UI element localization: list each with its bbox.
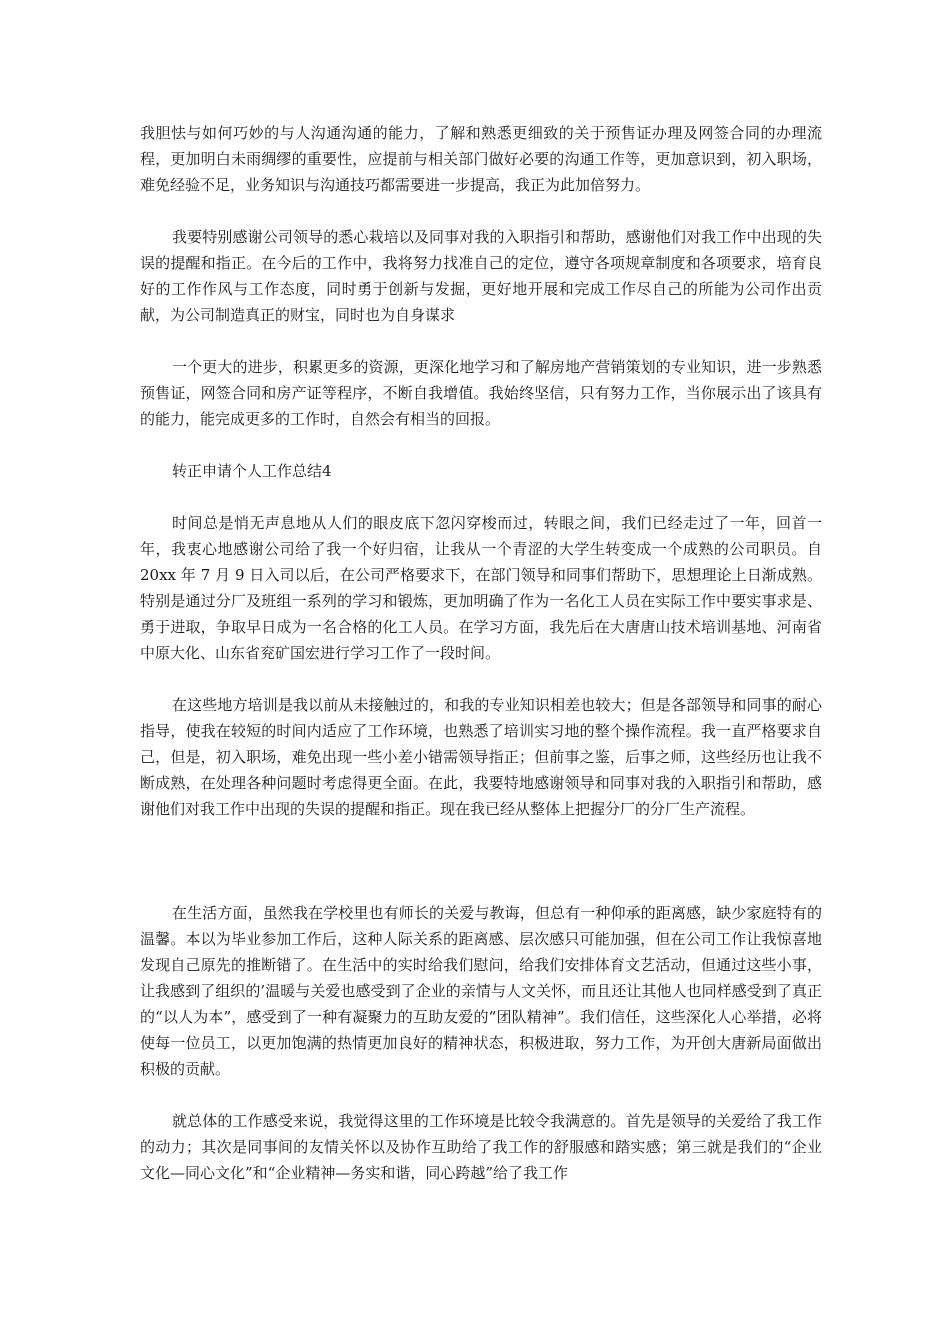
paragraph-7: 就总体的工作感受来说，我觉得这里的工作环境是比较令我满意的。首先是领导的关爱给了我工作的动力；其次是同事间的友情关怀以及协作互助给了我工作的舒服感和踏实感；第三就是我们的“企业文化—同心文化”和“企业精神—务实和谐，同心跨越”给了我工作 [140, 1112, 822, 1182]
paragraph-4: 时间总是悄无声息地从人们的眼皮底下忽闪穿梭而过，转眼之间，我们已经走过了一年，回首一年，我衷心地感谢公司给了我一个好归宿，让我从一个青涩的大学生转变成一个成熟的公司职员。自 20xx 年 7 月 9 日入司以后，在公司严格要求下，在部门领导和同事们帮助下，思想理论上日渐成熟。特别是通过分厂及班组一系列的学习和锻炼，更加明确了作为一名化工人员在实际工作中要实事求是、勇于进取，争取早日成为一名合格的化工人员。在学习方面，我先后在大唐唐山技术培训基地、河南省中原大化、山东省兖矿国宏进行学习工作了一段时间。 [140, 514, 822, 662]
paragraph-5: 在这些地方培训是我以前从未接触过的，和我的专业知识相差也较大；但是各部领导和同事的耐心指导，使我在较短的时间内适应了工作环境，也熟悉了培训实习地的整个操作流程。我一直严格要求自己，但是，初入职场，难免出现一些小差小错需领导指正；但前事之鉴，后事之师，这些经历也让我不断成熟，在处理各种问题时考虑得更全面。在此，我要特地感谢领导和同事对我的入职指引和帮助，感谢他们对我工作中出现的失误的提醒和指正。现在我已经从整体上把握分厂的分厂生产流程。 [140, 696, 822, 818]
paragraph-spacer [140, 666, 822, 692]
paragraph-2: 我要特别感谢公司领导的悉心栽培以及同事对我的入职指引和帮助，感谢他们对我工作中出现的失误的提醒和指正。在今后的工作中，我将努力找准自己的定位，遵守各项规章制度和各项要求，培育良好的工作作风与工作态度，同时勇于创新与发掘，更好地开展和完成工作尽自己的所能为公司作出贡献，为公司制造真正的财宝，同时也为自身谋求 [140, 228, 822, 324]
paragraph-spacer [140, 432, 822, 458]
document-page [140, 120, 822, 1186]
section-heading: 转正申请个人工作总结4 [172, 462, 332, 480]
paragraph-spacer [140, 484, 822, 510]
paragraph-spacer [140, 1082, 822, 1108]
paragraph-spacer [140, 328, 822, 354]
paragraph-spacer [140, 822, 822, 900]
paragraph-3: 一个更大的进步，积累更多的资源，更深化地学习和了解房地产营销策划的专业知识，进一步熟悉预售证，网签合同和房产证等程序，不断自我增值。我始终坚信，只有努力工作，当你展示出了该具有的能力，能完成更多的工作时，自然会有相当的回报。 [140, 358, 822, 428]
paragraph-spacer [140, 198, 822, 224]
paragraph-1: 我胆怯与如何巧妙的与人沟通沟通的能力，了解和熟悉更细致的关于预售证办理及网签合同的办理流程，更加明白未雨绸缪的重要性，应提前与相关部门做好必要的沟通工作等，更加意识到，初入职场，难免经验不足，业务知识与沟通技巧都需要进一步提高，我正为此加倍努力。 [140, 124, 822, 194]
paragraph-6: 在生活方面，虽然我在学校里也有师长的关爱与教诲，但总有一种仰承的距离感，缺少家庭特有的温馨。本以为毕业参加工作后，这种人际关系的距离感、层次感只可能加强，但在公司工作让我惊喜地发现自己原先的推断错了。在生活中的实时给我们慰问，给我们安排体育文艺活动，但通过这些小事，让我感到了组织的’温暖与关爱也感受到了企业的亲情与人文关怀，而且还让其他人也同样感受到了真正的“以人为本”，感受到了一种有凝聚力的互助友爱的“团队精神”。我们信任，这些深化人心举措，必将使每一位员工，以更加饱满的热情更加良好的精神状态，积极进取，努力工作，为开创大唐新局面做出积极的贡献。 [140, 904, 822, 1078]
